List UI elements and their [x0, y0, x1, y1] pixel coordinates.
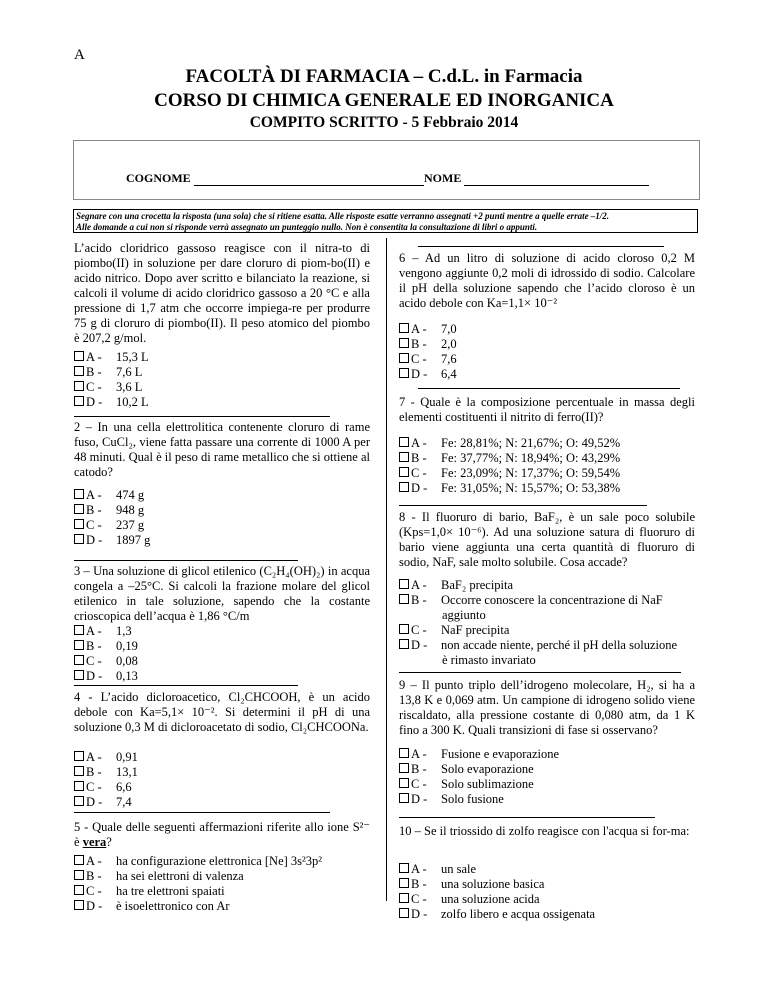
q4-option-d[interactable]: D - 7,4 [74, 795, 138, 810]
q1-option-d[interactable]: D - 10,2 L [74, 395, 149, 410]
q4-option-a[interactable]: A - 0,91 [74, 750, 138, 765]
q6-text: 6 – Ad un litro di soluzione di acido cloroso 0,2 M vengono aggiunte 0,2 moli di idrossido di sodio. Calcolare il pH della soluzione sapendo che l’acido cloroso è un acido debole con Ka=1,1× 10⁻² [399, 251, 695, 310]
q1-text: L’acido cloridrico gassoso reagisce con il nitra-to di piombo(II) in soluzione per dare cloruro di piom-bo(II) e acido nitrico. Dopo aver scritto e bilanciato la reazione, si calcoli il volume di acido cloridrico gassoso a 20 °C e alla pressione di 1,7 atm che occorre impiega-re per produrre 75 g di cloruro di piombo(II). Il peso atomico del piombo è 207,2 g/mol. [74, 241, 370, 345]
checkbox-icon[interactable] [399, 437, 409, 447]
q6-options [399, 322, 457, 382]
q1-options [74, 350, 149, 410]
checkbox-icon[interactable] [74, 366, 84, 376]
q8-option-d[interactable]: D - non accade niente, perché il pH della soluzione [399, 638, 677, 653]
q3-option-a[interactable]: A - 1,3 [74, 624, 138, 639]
q5-option-d[interactable]: D - è isoelettronico con Ar [74, 899, 322, 914]
q5-emphasis: vera [82, 835, 107, 849]
q4-option-c[interactable]: C - 6,6 [74, 780, 138, 795]
separator [399, 505, 647, 506]
q6-option-b[interactable]: B - 2,0 [399, 337, 457, 352]
cognome-label: COGNOME [126, 171, 191, 185]
q6-option-a[interactable]: A - 7,0 [399, 322, 457, 337]
checkbox-icon[interactable] [74, 489, 84, 499]
separator [399, 817, 655, 818]
q8-option-b[interactable]: B - Occorre conoscere la concentrazione di NaF [399, 593, 677, 608]
q6-option-c[interactable]: C - 7,6 [399, 352, 457, 367]
q3-option-c[interactable]: C - 0,08 [74, 654, 138, 669]
question-1 [74, 241, 370, 346]
checkbox-icon[interactable] [74, 381, 84, 391]
q3-text: 3 – Una soluzione di glicol etilenico (C₂H₄(OH)₂) in acqua congela a –25°C. Si calcoli la frazione molare del glicol etilenico in tale soluzione, sapendo che la costante crioscopica dell’acqua è 1,86 °C/m [74, 564, 370, 623]
checkbox-icon[interactable] [399, 748, 409, 758]
question-2 [74, 420, 370, 480]
checkbox-icon[interactable] [399, 778, 409, 788]
separator [74, 560, 298, 561]
nome-label: NOME [424, 171, 462, 185]
checkbox-icon[interactable] [74, 351, 84, 361]
question-8 [399, 510, 695, 570]
q4-text: 4 - L’acido dicloroacetico, Cl₂CHCOOH, è un acido debole con Ka=5,1× 10⁻². Si determini il pH di una soluzione 0,3 M di dicloroacetato di sodio, Cl₂CHCOONa. [74, 690, 370, 734]
question-3 [74, 564, 370, 624]
name-box [73, 140, 700, 200]
separator [418, 388, 680, 389]
q9-option-a[interactable]: A - Fusione e evaporazione [399, 747, 559, 762]
q1-option-c[interactable]: C - 3,6 L [74, 380, 149, 395]
notice-line-1: Segnare con una crocetta la risposta (una sola) che si ritiene esatta. Alle risposte esatte verranno assegnati +2 punti mentre a quelle errate –1/2. [76, 211, 610, 221]
question-5: 5 - Quale delle seguenti affermazioni riferite allo ione S²⁻ è vera? [74, 820, 370, 849]
checkbox-icon[interactable] [399, 878, 409, 888]
checkbox-icon[interactable] [399, 482, 409, 492]
faculty-title: FACOLTÀ DI FARMACIA – C.d.L. in Farmacia [185, 66, 583, 87]
question-7 [399, 395, 695, 425]
q9-options [399, 747, 559, 807]
checkbox-icon[interactable] [74, 655, 84, 665]
question-4 [74, 690, 370, 735]
notice-line-2: Alle domande a cui non si risponde verrà assegnato un punteggio nullo. Non è consentita la consultazione di libri o appunti. [76, 222, 538, 232]
exam-version: A [74, 47, 85, 63]
checkbox-icon[interactable] [399, 368, 409, 378]
q9-option-c[interactable]: C - Solo sublimazione [399, 777, 559, 792]
q8-option-c[interactable]: C - NaF precipita [399, 623, 677, 638]
separator [74, 812, 330, 813]
checkbox-icon[interactable] [74, 766, 84, 776]
q3-option-b[interactable]: B - 0,19 [74, 639, 138, 654]
q10-option-d[interactable]: D - zolfo libero e acqua ossigenata [399, 907, 595, 922]
q3-options [74, 624, 138, 684]
q3-option-d[interactable]: D - 0,13 [74, 669, 138, 684]
q5-option-c[interactable]: C - ha tre elettroni spaiati [74, 884, 322, 899]
question-6 [399, 251, 695, 311]
q7-option-d[interactable]: D - Fe: 31,05%; N: 15,57%; O: 53,38% [399, 481, 620, 496]
question-10 [399, 824, 695, 839]
separator [74, 685, 298, 686]
checkbox-icon[interactable] [399, 793, 409, 803]
q10-text: 10 – Se il triossido di zolfo reagisce con l'acqua si for-ma: [399, 824, 690, 838]
course-title: CORSO DI CHIMICA GENERALE ED INORGANICA [154, 90, 614, 111]
instructions-notice [73, 209, 698, 233]
q8-option-d-cont: è rimasto invariato [442, 653, 536, 667]
cognome-field[interactable] [194, 185, 424, 186]
checkbox-icon[interactable] [74, 396, 84, 406]
question-9 [399, 678, 695, 738]
checkbox-icon[interactable] [74, 504, 84, 514]
nome-field[interactable] [464, 185, 649, 186]
q10-options [399, 862, 595, 922]
checkbox-icon[interactable] [74, 519, 84, 529]
q1-option-b[interactable]: B - 7,6 L [74, 365, 149, 380]
checkbox-icon[interactable] [399, 763, 409, 773]
q2-option-d[interactable]: D - 1897 g [74, 533, 150, 548]
column-divider [386, 238, 387, 901]
q7-option-b[interactable]: B - Fe: 37,77%; N: 18,94%; O: 43,29% [399, 451, 620, 466]
checkbox-icon[interactable] [74, 625, 84, 635]
checkbox-icon[interactable] [399, 338, 409, 348]
q2-option-a[interactable]: A - 474 g [74, 488, 150, 503]
checkbox-icon[interactable] [399, 353, 409, 363]
q7-option-a[interactable]: A - Fe: 28,81%; N: 21,67%; O: 49,52% [399, 436, 620, 451]
q5-options [74, 854, 322, 914]
q6-option-d[interactable]: D - 6,4 [399, 367, 457, 382]
checkbox-icon[interactable] [399, 893, 409, 903]
checkbox-icon[interactable] [74, 885, 84, 895]
exam-title: COMPITO SCRITTO - 5 Febbraio 2014 [249, 114, 519, 131]
q10-option-a[interactable]: A - un sale [399, 862, 595, 877]
q7-options [399, 436, 620, 496]
checkbox-icon[interactable] [74, 781, 84, 791]
q2-option-c[interactable]: C - 237 g [74, 518, 150, 533]
q9-text: 9 – Il punto triplo dell’idrogeno molecolare, H₂, si ha a 13,8 K e 0,069 atm. Un campione di idrogeno solido viene riscaldato, alla pressione costante di 0,080 atm, da 1 K fino a 300 K. Quali transizioni di fase si osservano? [399, 678, 695, 737]
q4-options [74, 750, 138, 810]
q10-option-c[interactable]: C - una soluzione acida [399, 892, 595, 907]
q9-option-d[interactable]: D - Solo fusione [399, 792, 559, 807]
checkbox-icon[interactable] [399, 579, 409, 589]
separator [418, 246, 664, 247]
checkbox-icon[interactable] [74, 640, 84, 650]
q8-option-a[interactable]: A - BaF₂ precipita [399, 578, 677, 593]
checkbox-icon[interactable] [74, 796, 84, 806]
q7-option-c[interactable]: C - Fe: 23,09%; N: 17,37%; O: 59,54% [399, 466, 620, 481]
checkbox-icon[interactable] [399, 594, 409, 604]
q9-option-b[interactable]: B - Solo evaporazione [399, 762, 559, 777]
separator [399, 672, 681, 673]
q4-option-b[interactable]: B - 13,1 [74, 765, 138, 780]
checkbox-icon[interactable] [74, 534, 84, 544]
q5-option-a[interactable]: A - ha configurazione elettronica [Ne] 3s²3p² [74, 854, 322, 869]
checkbox-icon[interactable] [74, 870, 84, 880]
checkbox-icon[interactable] [399, 467, 409, 477]
checkbox-icon[interactable] [399, 624, 409, 634]
q7-text: 7 - Quale è la composizione percentuale in massa degli elementi costituenti il nitrito di ferro(II)? [399, 395, 695, 424]
q10-option-b[interactable]: B - una soluzione basica [399, 877, 595, 892]
checkbox-icon[interactable] [74, 900, 84, 910]
checkbox-icon[interactable] [399, 323, 409, 333]
checkbox-icon[interactable] [399, 863, 409, 873]
q8-option-b-cont: aggiunto [442, 608, 486, 622]
q8-text: 8 - Il fluoruro di bario, BaF₂, è un sale poco solubile (Kps=1,0× 10⁻⁶). Ad una soluzione satura di fluoruro di bario viene aggiunta una certa quantità di fluoruro di sodio, NaF, sale molto solubile. Cosa accade? [399, 510, 695, 569]
q2-text: 2 – In una cella elettrolitica contenente cloruro di rame fuso, CuCl₂, viene fatta passare una corrente di 1000 A per 48 minuti. Qual è il peso di rame metallico che si ottiene al catodo? [74, 420, 370, 479]
q5-text: 5 - Quale delle seguenti affermazioni riferite allo ione S²⁻ è [74, 820, 370, 849]
q1-option-a[interactable]: A - 15,3 L [74, 350, 149, 365]
checkbox-icon[interactable] [399, 639, 409, 649]
q5-option-b[interactable]: B - ha sei elettroni di valenza [74, 869, 322, 884]
checkbox-icon[interactable] [74, 855, 84, 865]
checkbox-icon[interactable] [74, 751, 84, 761]
checkbox-icon[interactable] [399, 908, 409, 918]
q8-options [399, 578, 677, 668]
separator [74, 416, 330, 417]
checkbox-icon[interactable] [399, 452, 409, 462]
q2-option-b[interactable]: B - 948 g [74, 503, 150, 518]
q2-options [74, 488, 150, 548]
checkbox-icon[interactable] [74, 670, 84, 680]
